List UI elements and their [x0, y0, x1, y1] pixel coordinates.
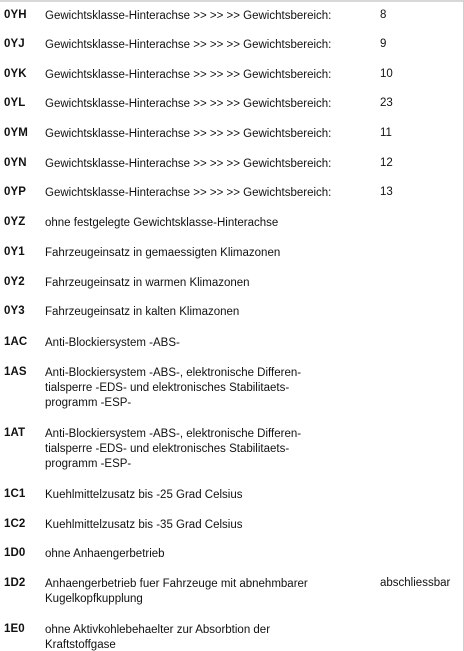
option-description: Fahrzeugeinsatz in warmen Klimazonen — [45, 277, 250, 289]
option-code: 0YN — [4, 157, 27, 169]
option-value: 12 — [380, 157, 393, 169]
option-description: ohne Aktivkohlebehaelter zur Absorbtion der Kraftstoffgase — [45, 624, 271, 651]
option-code: 0YM — [4, 127, 28, 139]
option-value: abschliessbar — [380, 577, 451, 589]
option-code: 0YP — [4, 186, 27, 198]
option-code: 0Y2 — [4, 276, 25, 288]
option-description: Gewichtsklasse-Hinterachse >> >> >> Gewichtsbereich: — [45, 98, 332, 110]
option-description: ohne festgelegte Gewichtsklasse-Hinterachse — [45, 217, 279, 229]
option-code: 0Y3 — [4, 305, 25, 317]
option-value: 8 — [380, 9, 387, 21]
option-code: 0YK — [4, 68, 27, 80]
option-code: 1D2 — [4, 577, 26, 589]
option-description: Anti-Blockiersystem -ABS-, elektronische Differen- tialsperre -EDS- und elektronisches Stabilitaets- programm -ESP- — [45, 428, 302, 470]
option-code: 1C2 — [4, 518, 26, 530]
option-description: Anti-Blockiersystem -ABS-, elektronische Differen- tialsperre -EDS- und elektronisches Stabilitaets- programm -ESP- — [45, 367, 302, 409]
option-description: Anti-Blockiersystem -ABS- — [45, 337, 180, 349]
option-description: Kuehlmittelzusatz bis -35 Grad Celsius — [45, 519, 243, 531]
option-code: 0YL — [4, 97, 26, 109]
option-code: 1AC — [4, 336, 28, 348]
option-description: Fahrzeugeinsatz in gemaessigten Klimazonen — [45, 247, 281, 259]
option-value: 9 — [380, 38, 387, 50]
option-description: Gewichtsklasse-Hinterachse >> >> >> Gewichtsbereich: — [45, 10, 332, 22]
option-code: 1E0 — [4, 623, 25, 635]
option-description: Gewichtsklasse-Hinterachse >> >> >> Gewichtsbereich: — [45, 158, 332, 170]
option-description: Gewichtsklasse-Hinterachse >> >> >> Gewichtsbereich: — [45, 128, 332, 140]
option-description: ohne Anhaengerbetrieb — [45, 548, 165, 560]
option-code: 0YH — [4, 9, 27, 21]
option-code: 0YJ — [4, 38, 25, 50]
option-code: 1AT — [4, 427, 26, 439]
option-value: 23 — [380, 97, 393, 109]
option-value: 13 — [380, 186, 393, 198]
option-code: 0Y1 — [4, 246, 25, 258]
option-description: Gewichtsklasse-Hinterachse >> >> >> Gewichtsbereich: — [45, 39, 332, 51]
option-code: 1D0 — [4, 547, 26, 559]
option-description: Fahrzeugeinsatz in kalten Klimazonen — [45, 306, 240, 318]
top-border — [0, 0, 464, 2]
option-value: 10 — [380, 68, 393, 80]
option-description: Kuehlmittelzusatz bis -25 Grad Celsius — [45, 489, 243, 501]
option-description: Gewichtsklasse-Hinterachse >> >> >> Gewichtsbereich: — [45, 69, 332, 81]
option-value: 11 — [380, 127, 392, 139]
option-description: Gewichtsklasse-Hinterachse >> >> >> Gewichtsbereich: — [45, 187, 332, 199]
option-description: Anhaengerbetrieb fuer Fahrzeuge mit abnehmbarer Kugelkopfkupplung — [45, 578, 308, 605]
option-code: 1AS — [4, 366, 27, 378]
option-code: 0YZ — [4, 216, 26, 228]
option-code: 1C1 — [4, 488, 26, 500]
